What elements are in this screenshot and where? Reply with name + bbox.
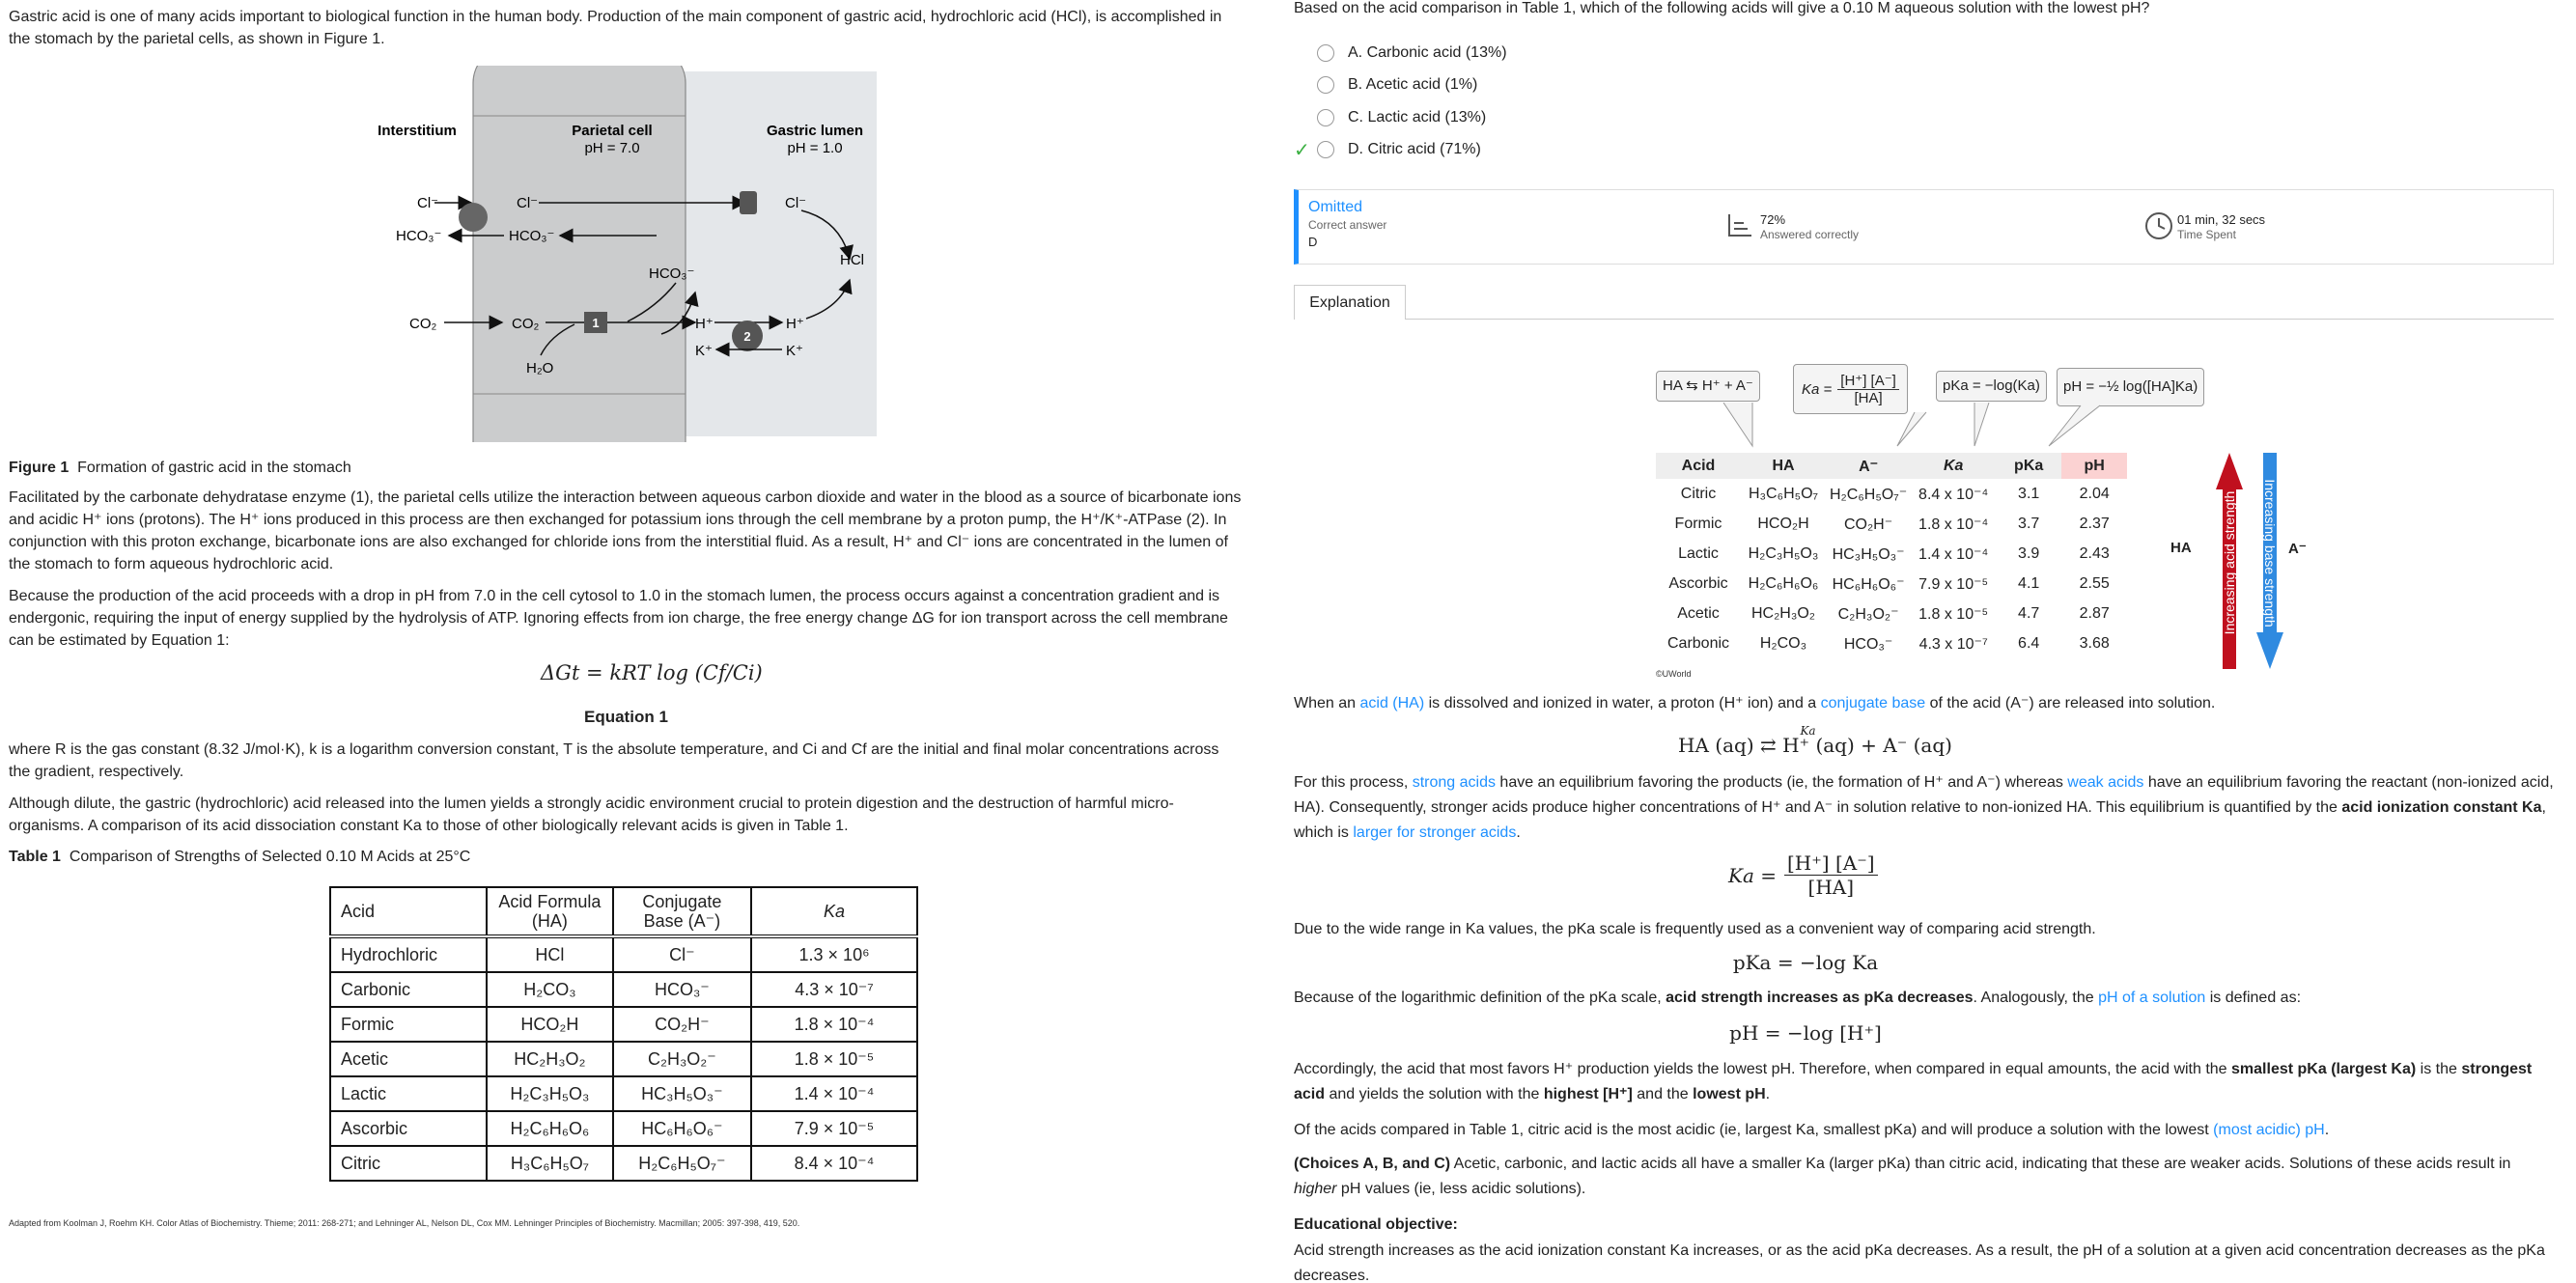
explanation-para-6 bbox=[1294, 1119, 2329, 1141]
xcell: 3.9 bbox=[2018, 544, 2040, 562]
explanation-para-4 bbox=[1294, 987, 2301, 1009]
bold: strongest acid bbox=[1294, 1061, 2533, 1102]
cell: HC₆H₆O₆⁻ bbox=[613, 1111, 751, 1146]
correct-answer: D bbox=[1308, 235, 1318, 249]
text: and the bbox=[1632, 1086, 1694, 1102]
cell: HC₂H₃O₂ bbox=[487, 1042, 613, 1076]
text: is the bbox=[2416, 1061, 2462, 1077]
bubble-ka-fraction bbox=[1837, 372, 1899, 406]
explanation-para-7 bbox=[1294, 1152, 2554, 1202]
enzyme-2: 2 bbox=[743, 329, 751, 344]
cell: 4.3 × 10⁻⁷ bbox=[751, 972, 917, 1007]
xcell: 4.1 bbox=[2018, 574, 2040, 592]
cell: C₂H₃O₂⁻ bbox=[613, 1042, 751, 1076]
option-b[interactable] bbox=[1317, 73, 1477, 97]
explanation-para-3: Due to the wide range in Ka values, the pKa scale is frequently used as a convenient way of comparing acid strength. bbox=[1294, 921, 2096, 937]
bubble-pka: pKa = −log(Ka) bbox=[1936, 371, 2047, 402]
table-caption-label: Table 1 bbox=[9, 849, 61, 865]
text: have an equilibrium favoring the reactant (non-ionized acid, HA). Consequently, stronger acids produce higher concentrations of H⁺ and A⁻ in solution relative to non-ionized HA. This equilibrium is quantified by the bbox=[1294, 774, 2554, 816]
radio-b[interactable] bbox=[1317, 76, 1334, 94]
text: and yields the solution with the bbox=[1325, 1086, 1544, 1102]
xcell: CO₂H⁻ bbox=[1843, 516, 1893, 533]
co2-cell: CO₂ bbox=[512, 316, 540, 332]
xcell: H₃C₆H₅O₇ bbox=[1748, 485, 1819, 502]
text: . bbox=[1516, 824, 1521, 841]
explanation-row bbox=[1656, 599, 2127, 628]
ionization-eq: HA (aq) ⇄ H⁺ (aq) + A⁻ (aq) bbox=[1678, 734, 1952, 757]
explanation-row bbox=[1656, 509, 2127, 539]
option-c-label: C. Lactic acid (13%) bbox=[1348, 109, 1487, 126]
xcell: 2.04 bbox=[2079, 485, 2110, 502]
text: have an equilibrium favoring the products (ie, the formation of H⁺ and A⁻) whereas bbox=[1495, 774, 2068, 791]
passage-intro: Gastric acid is one of many acids important to biological function in the human body. Production of the main component of gastric acid, hydrochloric acid (HCl), is accomplished in the stomach by the parietal cells, as shown in Figure 1. bbox=[9, 9, 1222, 47]
xcell: 1.8 x 10⁻⁴ bbox=[1918, 516, 1989, 533]
xcell: H₂C₆H₅O₇⁻ bbox=[1830, 486, 1908, 503]
xcell: 4.7 bbox=[2018, 604, 2040, 622]
status-text: Omitted bbox=[1308, 199, 1363, 215]
xth-acid: Acid bbox=[1656, 453, 1741, 479]
k-lumen: K⁺ bbox=[786, 343, 803, 359]
xcell: 7.9 x 10⁻⁵ bbox=[1918, 575, 1989, 593]
xcell: 2.43 bbox=[2079, 544, 2110, 562]
equation-1: ΔGt = kRT log (Cf/Ci) bbox=[541, 661, 763, 684]
link-strong-acids[interactable]: strong acids bbox=[1412, 774, 1496, 791]
explanation-table-header bbox=[1656, 453, 2127, 479]
text: For this process, bbox=[1294, 774, 1413, 791]
a-label: A⁻ bbox=[2288, 541, 2307, 557]
cell: H₃C₆H₅O₇ bbox=[487, 1146, 613, 1181]
xcell: C₂H₃O₂⁻ bbox=[1837, 605, 1899, 623]
xth-pka: pKa bbox=[1996, 453, 2061, 479]
cell: CO₂H⁻ bbox=[613, 1007, 751, 1042]
objective-title: Educational objective: bbox=[1294, 1216, 1458, 1233]
percent-correct: 72% bbox=[1760, 212, 1786, 227]
table-row bbox=[330, 1146, 917, 1181]
cell: Acetic bbox=[330, 1042, 487, 1076]
text: of the acid (A⁻) are released into solution. bbox=[1925, 695, 2216, 711]
explanation-row bbox=[1656, 569, 2127, 599]
th-acid: Acid bbox=[330, 887, 487, 936]
text: Acetic, carbonic, and lactic acids all have a smaller Ka (larger pKa) than citric acid, indicating that these are weaker acids. Solutions of these acids result in bbox=[1450, 1156, 2511, 1172]
xcell: HCO₂H bbox=[1757, 515, 1809, 532]
text: is dissolved and ionized in water, a proton (H⁺ ion) and a bbox=[1424, 695, 1821, 711]
xcell: H₂CO₃ bbox=[1759, 634, 1807, 652]
k-cell: K⁺ bbox=[695, 343, 713, 359]
th-conjugate: Conjugate Base (A⁻) bbox=[613, 887, 751, 936]
radio-c[interactable] bbox=[1317, 109, 1334, 126]
text: Accordingly, the acid that most favors H⁺ production yields the lowest pH. Therefore, when compared in equal amounts, the acid with the bbox=[1294, 1061, 2232, 1077]
cell: Lactic bbox=[330, 1076, 487, 1111]
table-row bbox=[330, 1007, 917, 1042]
explanation-table bbox=[1656, 453, 2127, 658]
text: pH values (ie, less acidic solutions). bbox=[1336, 1181, 1586, 1197]
cell: HCl bbox=[487, 936, 613, 972]
lumen-label: Gastric lumen bbox=[766, 123, 864, 139]
hco3-mid: HCO₃⁻ bbox=[649, 265, 695, 282]
passage-para-3: where R is the gas constant (8.32 J/mol·K), k is a logarithm conversion constant, T is the absolute temperature, and Ci and Cf are the initial and final molar concentrations across the gradient, respectively. bbox=[9, 741, 1219, 780]
text: , which is bbox=[1294, 799, 2546, 841]
figure-1-diagram bbox=[367, 66, 908, 442]
option-d-label: D. Citric acid (71%) bbox=[1348, 141, 1481, 157]
cell: HCO₃⁻ bbox=[613, 972, 751, 1007]
explanation-row bbox=[1656, 628, 2127, 658]
cell: H₂CO₃ bbox=[487, 972, 613, 1007]
bubble-equilibrium: HA ⇆ H⁺ + A⁻ bbox=[1656, 371, 1760, 402]
cell: Formic bbox=[330, 1007, 487, 1042]
bold: acid strength increases as pKa decreases bbox=[1666, 990, 1974, 1006]
xcell: H₂C₆H₆O₆ bbox=[1748, 574, 1819, 592]
ka-den: [HA] bbox=[1807, 876, 1855, 899]
parietal-label: Parietal cell bbox=[572, 123, 653, 139]
cell: H₂C₆H₆O₆ bbox=[487, 1111, 613, 1146]
xcell: Citric bbox=[1680, 485, 1717, 502]
tab-divider bbox=[1406, 319, 2554, 320]
time-spent: 01 min, 32 secs bbox=[2177, 212, 2266, 227]
xth-ph: pH bbox=[2061, 453, 2127, 479]
bold: (Choices A, B, and C) bbox=[1294, 1156, 1451, 1172]
cell: Ascorbic bbox=[330, 1111, 487, 1146]
h-lumen: H⁺ bbox=[786, 316, 804, 332]
bold: smallest pKa (largest Ka) bbox=[2231, 1061, 2417, 1077]
bubble-ph: pH = −½ log([HA]Ka) bbox=[2057, 368, 2204, 406]
tab-explanation[interactable]: Explanation bbox=[1294, 285, 1406, 320]
parietal-ph: pH = 7.0 bbox=[584, 140, 640, 156]
hco3-left: HCO₃⁻ bbox=[396, 228, 442, 244]
text: . Analogously, the bbox=[1973, 990, 2099, 1006]
correct-answer-label: Correct answer bbox=[1308, 218, 1387, 232]
link-most-acidic-ph[interactable]: (most acidic) pH bbox=[2213, 1122, 2325, 1138]
acid-strength-label: Increasing acid strength bbox=[2222, 490, 2237, 635]
uworld-credit: ©UWorld bbox=[1656, 669, 1692, 679]
text: Of the acids compared in Table 1, citric acid is the most acidic (ie, largest Ka, smallest pKa) and will produce a solution with the lowest bbox=[1294, 1122, 2214, 1138]
interstitium-label: Interstitium bbox=[378, 123, 457, 139]
link-conjugate-base[interactable]: conjugate base bbox=[1820, 695, 1926, 711]
question-pane[interactable] bbox=[1294, 0, 2576, 1283]
xth-ka: Ka bbox=[1911, 453, 1996, 479]
hcl-label: HCl bbox=[840, 252, 864, 268]
bold: acid ionization constant Ka bbox=[2341, 799, 2542, 816]
objective-text: Acid strength increases as the acid ionization constant Ka increases, or as the acid pKa decreases. As a result, the pH of a solution at a given acid concentration decreases as the pKa decreases. bbox=[1294, 1242, 2545, 1283]
stats-box bbox=[1294, 189, 2554, 265]
option-c[interactable] bbox=[1317, 106, 1486, 129]
co2-left: CO₂ bbox=[409, 316, 437, 332]
figure-caption-text: Formation of gastric acid in the stomach bbox=[77, 460, 351, 476]
table-caption bbox=[9, 846, 470, 868]
cell: 1.8 × 10⁻⁴ bbox=[751, 1007, 917, 1042]
stats-chart-icon bbox=[1726, 211, 1753, 238]
correct-check-icon: ✓ bbox=[1294, 139, 1310, 161]
cell: H₂C₃H₅O₃ bbox=[487, 1076, 613, 1111]
xcell: 6.4 bbox=[2018, 634, 2040, 652]
xcell: HCO₃⁻ bbox=[1843, 635, 1893, 653]
table-row bbox=[330, 1111, 917, 1146]
cl-left: Cl⁻ bbox=[417, 195, 439, 211]
cell: Cl⁻ bbox=[613, 936, 751, 972]
cell: Carbonic bbox=[330, 972, 487, 1007]
bold: lowest pH bbox=[1693, 1086, 1766, 1102]
xcell: 2.87 bbox=[2079, 604, 2110, 622]
acid-table bbox=[329, 886, 918, 1182]
passage-para-4: Although dilute, the gastric (hydrochloric) acid released into the lumen yields a strongly acidic environment crucial to protein digestion and the destruction of harmful micro-organisms. A comparison of its acid dissociation constant Ka to those of other biologically relevant acids is given in Table 1. bbox=[9, 795, 1174, 834]
cell: H₂C₆H₅O₇⁻ bbox=[613, 1146, 751, 1181]
text: When an bbox=[1294, 695, 1360, 711]
text: . bbox=[1765, 1086, 1771, 1102]
xcell: 8.4 x 10⁻⁴ bbox=[1918, 486, 1989, 503]
option-d[interactable] bbox=[1294, 138, 1481, 161]
cell: 1.3 × 10⁶ bbox=[751, 936, 917, 972]
cl-cell: Cl⁻ bbox=[517, 195, 539, 211]
cell: 1.4 × 10⁻⁴ bbox=[751, 1076, 917, 1111]
xcell: Ascorbic bbox=[1668, 574, 1728, 592]
passage-para-1: Facilitated by the carbonate dehydratase enzyme (1), the parietal cells utilize the interaction between aqueous carbon dioxide and water in the blood as a source of bicarbonate ions and acidic H⁺ ions (protons). The H⁺ ions produced in this process are then exchanged for potassium ions through the cell membrane by a proton pump, the H⁺/K⁺-ATPase (2). In conjunction with this proton exchange, bicarbonate ions are also exchanged for chloride ions from the interstitial fluid. As a result, H⁺ and Cl⁻ ions are concentrated in the lumen of the stomach to form aqueous hydrochloric acid. bbox=[9, 489, 1242, 572]
hco3-cell: HCO₃⁻ bbox=[509, 228, 555, 244]
radio-a[interactable] bbox=[1317, 44, 1334, 62]
xcell: 2.55 bbox=[2079, 574, 2110, 592]
option-b-label: B. Acetic acid (1%) bbox=[1348, 76, 1478, 93]
cell: HCO₂H bbox=[487, 1007, 613, 1042]
h2o-label: H₂O bbox=[526, 360, 554, 377]
option-a-label: A. Carbonic acid (13%) bbox=[1348, 44, 1507, 61]
ka-over-arrow: Ka bbox=[1800, 724, 1816, 738]
bubble-pointers bbox=[1656, 403, 2139, 451]
xcell: H₂C₃H₅O₃ bbox=[1748, 544, 1819, 562]
passage-pane[interactable] bbox=[0, 0, 1255, 1283]
base-strength-label: Increasing base strength bbox=[2262, 479, 2278, 628]
th-ka: Ka bbox=[751, 887, 917, 936]
xcell: 3.1 bbox=[2018, 485, 2040, 502]
ka-lhs: Ka = bbox=[1728, 863, 1777, 887]
xcell: 2.37 bbox=[2079, 515, 2110, 532]
table-row bbox=[330, 936, 917, 972]
cell: Hydrochloric bbox=[330, 936, 487, 972]
cl-lumen: Cl⁻ bbox=[785, 195, 807, 211]
cell: 1.8 × 10⁻⁵ bbox=[751, 1042, 917, 1076]
source-citation: Adapted from Koolman J, Roehm KH. Color Atlas of Biochemistry. Thieme; 2011: 268-271; and Lehninger AL, Nelson DL, Cox MM. Lehninger Principles of Biochemistry. Macmillan; 2005: 397-398, 419, 520. bbox=[9, 1218, 800, 1228]
cell: 8.4 × 10⁻⁴ bbox=[751, 1146, 917, 1181]
xth-ha: HA bbox=[1741, 453, 1826, 479]
text: is defined as: bbox=[2205, 990, 2302, 1006]
antiporter bbox=[459, 203, 488, 232]
table-caption-text: Comparison of Strengths of Selected 0.10 M Acids at 25°C bbox=[69, 849, 471, 865]
lumen-ph: pH = 1.0 bbox=[787, 140, 843, 156]
ha-label: HA bbox=[2170, 540, 2192, 556]
bubble-ka-num: [H⁺] [A⁻] bbox=[1837, 372, 1899, 390]
table-row bbox=[330, 1076, 917, 1111]
link-acid[interactable]: acid (HA) bbox=[1359, 695, 1425, 711]
ka-fraction bbox=[1784, 851, 1878, 899]
clock-icon bbox=[2144, 211, 2173, 240]
equation-pka: pKa = −log Ka bbox=[1732, 951, 1879, 974]
explanation-row bbox=[1656, 479, 2127, 509]
xcell: 1.8 x 10⁻⁵ bbox=[1918, 605, 1989, 623]
channel bbox=[740, 191, 757, 214]
explanation-para-2 bbox=[1294, 770, 2554, 846]
table-row bbox=[330, 1042, 917, 1076]
xcell: 3.7 bbox=[2018, 515, 2040, 532]
xcell: Formic bbox=[1674, 515, 1722, 532]
radio-d[interactable] bbox=[1317, 141, 1334, 158]
equation-ionization bbox=[1632, 724, 1999, 757]
explanation-row bbox=[1656, 539, 2127, 569]
equation-ka bbox=[1728, 851, 1878, 899]
xcell: Acetic bbox=[1677, 604, 1720, 622]
link-ph-solution[interactable]: pH of a solution bbox=[2098, 990, 2206, 1006]
th-formula: Acid Formula (HA) bbox=[487, 887, 613, 936]
xcell: HC₃H₅O₃⁻ bbox=[1832, 545, 1905, 563]
passage-para-2: Because the production of the acid proceeds with a drop in pH from 7.0 in the cell cytosol to 1.0 in the stomach lumen, the process occurs against a concentration gradient and is endergonic, requiring the input of energy supplied by the hydrolysis of ATP. Ignoring effects from ion charge, the free energy change ΔG for ion transport across the cell membrane can be estimated by Equation 1: bbox=[9, 588, 1228, 649]
bubble-ka-lhs: Ka = bbox=[1802, 380, 1833, 398]
xcell: 1.4 x 10⁻⁴ bbox=[1918, 545, 1989, 563]
explanation-para-1 bbox=[1294, 692, 2215, 714]
explanation-figure bbox=[1656, 364, 2307, 687]
text: . bbox=[2324, 1122, 2330, 1138]
cell: 7.9 × 10⁻⁵ bbox=[751, 1111, 917, 1146]
link-larger-stronger[interactable]: larger for stronger acids bbox=[1353, 824, 1517, 841]
equation-ph: pH = −log [H⁺] bbox=[1729, 1021, 1882, 1045]
bold: highest [H⁺] bbox=[1543, 1086, 1633, 1102]
percent-label: Answered correctly bbox=[1760, 228, 1860, 241]
cell: HC₃H₅O₃⁻ bbox=[613, 1076, 751, 1111]
ka-num: [H⁺] [A⁻] bbox=[1784, 851, 1878, 876]
equation-1-label: Equation 1 bbox=[584, 708, 668, 726]
h-cell: H⁺ bbox=[695, 316, 714, 332]
italic: higher bbox=[1294, 1181, 1337, 1197]
explanation-para-5 bbox=[1294, 1057, 2554, 1107]
xcell: 3.68 bbox=[2079, 634, 2110, 652]
xcell: HC₆H₆O₆⁻ bbox=[1832, 575, 1905, 593]
xcell: Carbonic bbox=[1666, 634, 1730, 652]
text: Because of the logarithmic definition of the pKa scale, bbox=[1294, 990, 1666, 1006]
time-label: Time Spent bbox=[2177, 228, 2236, 241]
question-stem: Based on the acid comparison in Table 1, which of the following acids will give a 0.10 M aqueous solution with the lowest pH? bbox=[1294, 0, 2150, 16]
option-a[interactable] bbox=[1317, 42, 1507, 65]
enzyme-1: 1 bbox=[592, 316, 600, 330]
cell: Citric bbox=[330, 1146, 487, 1181]
bubble-ka-den: [HA] bbox=[1854, 390, 1883, 406]
link-weak-acids[interactable]: weak acids bbox=[2067, 774, 2144, 791]
xcell: 4.3 x 10⁻⁷ bbox=[1918, 635, 1988, 653]
table-row bbox=[330, 972, 917, 1007]
xcell: Lactic bbox=[1678, 544, 1719, 562]
xcell: HC₂H₃O₂ bbox=[1750, 604, 1816, 622]
figure-caption-label: Figure 1 bbox=[9, 460, 70, 476]
xth-a: A⁻ bbox=[1826, 453, 1911, 479]
figure-caption bbox=[9, 457, 351, 479]
